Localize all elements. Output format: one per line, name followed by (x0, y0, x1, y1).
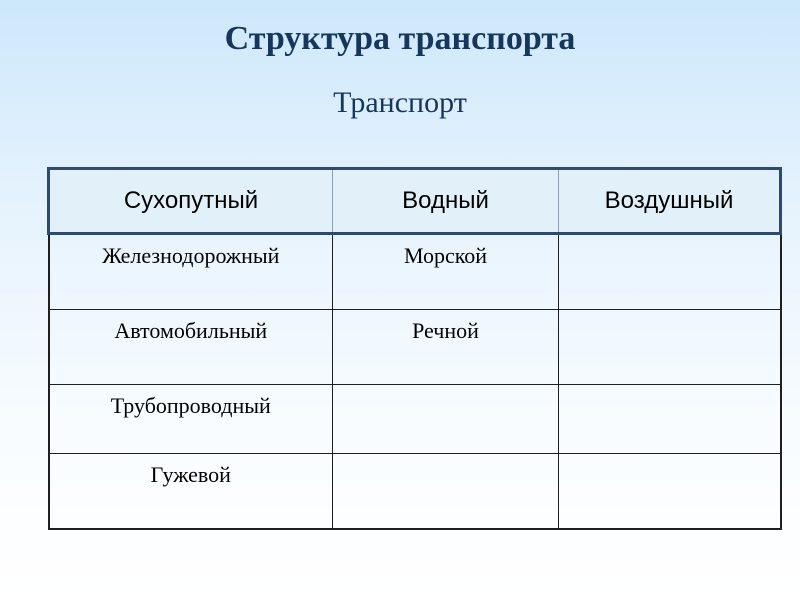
table-cell: Речной (333, 310, 559, 385)
table-cell: Морской (333, 234, 559, 310)
table-row (49, 310, 781, 385)
table-cell (559, 234, 781, 310)
table-cell (559, 454, 781, 530)
transport-table-container (47, 167, 782, 530)
table-cell: Железнодорожный (49, 234, 333, 310)
slide-title: Структура транспорта (224, 20, 576, 57)
table-cell: Автомобильный (49, 310, 333, 385)
table-cell (333, 454, 559, 530)
slide-subtitle: Транспорт (333, 86, 467, 119)
table-cell (333, 385, 559, 454)
header-cell-air: Воздушный (559, 169, 781, 234)
table-row (49, 454, 781, 530)
table-cell: Трубопроводный (49, 385, 333, 454)
table-cell (559, 310, 781, 385)
transport-table (47, 167, 782, 530)
table-cell: Гужевой (49, 454, 333, 530)
header-cell-land: Сухопутный (49, 169, 333, 234)
table-cell (559, 385, 781, 454)
header-cell-water: Водный (333, 169, 559, 234)
table-row (49, 385, 781, 454)
table-header-row (49, 169, 781, 234)
table-row (49, 234, 781, 310)
